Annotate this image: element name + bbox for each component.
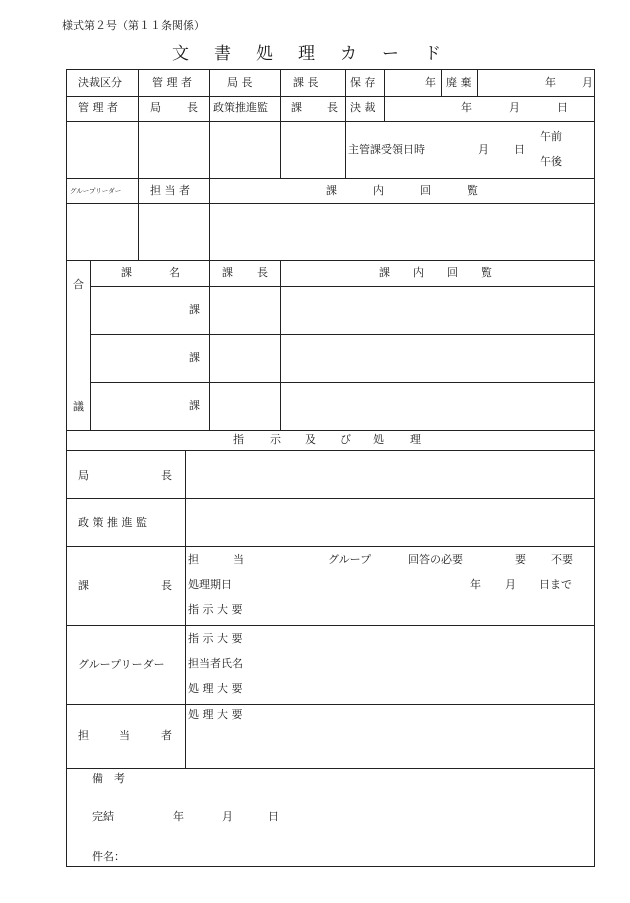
- aigi-ka-row-3: 課: [189, 399, 200, 412]
- kaito-yo-option[interactable]: 要: [515, 553, 526, 566]
- tanto-shori-taiyo-label: 処 理 大 要: [188, 708, 243, 721]
- aigi-kanai-char: 覧: [481, 266, 492, 279]
- aigi-char-gi: 議: [73, 400, 84, 413]
- gozen-option: 午前: [540, 130, 562, 143]
- biko-label: 備 考: [92, 772, 125, 785]
- kessai-label: 決 裁: [350, 101, 376, 114]
- aigi-kanai-char: 内: [413, 266, 424, 279]
- kessai-day-unit: 日: [557, 101, 568, 114]
- seisaku-suishinkan-label: 政策推進監: [213, 101, 268, 114]
- kacho-shiji-taiyo-label: 指 示 大 要: [188, 603, 243, 616]
- kanketsu-label: 完結: [92, 810, 114, 823]
- haiki-month-unit: 月: [582, 76, 593, 89]
- kacho-header: 課 長: [293, 76, 319, 89]
- aigi-ka-name-cell-1[interactable]: [91, 287, 181, 334]
- group-leader-label-small: グループリーダー: [70, 187, 122, 195]
- kanrisha-header: 管 理 者: [152, 76, 192, 89]
- gogo-option: 午後: [540, 155, 562, 168]
- shiji-header-char: 示: [270, 433, 281, 446]
- kyokucho-stamp-cell[interactable]: [139, 122, 209, 178]
- aigi-char-ai: 合: [73, 278, 84, 291]
- shori-kigen-label: 処理期日: [188, 578, 232, 591]
- section-seisaku-label: 政 策 推 進 監: [78, 516, 147, 529]
- kyoku-char: 局: [150, 101, 161, 114]
- title-char: 理: [298, 44, 315, 64]
- aigi-ka-name-cell-2[interactable]: [91, 335, 181, 382]
- kamei-char: 名: [169, 266, 180, 279]
- gl-shori-taiyo-label: 処 理 大 要: [188, 682, 243, 695]
- ka-char: 課: [291, 101, 302, 114]
- kanai-kairan-char: 回: [420, 184, 431, 197]
- gl-shiji-taiyo-label: 指 示 大 要: [188, 632, 243, 645]
- kanrisha-stamp-cell[interactable]: [67, 122, 138, 178]
- section-kyokucho-char: 局: [78, 469, 89, 482]
- section-kacho-char: 課: [78, 579, 89, 592]
- kigen-year-unit: 年: [470, 578, 481, 591]
- shiji-header-char: 処: [373, 433, 384, 446]
- receipt-datetime-label: 主管課受領日時: [348, 143, 425, 156]
- kigen-day-unit: 日まで: [539, 578, 572, 591]
- aigi-ka-row-1: 課: [189, 303, 200, 316]
- kessai-year-unit: 年: [461, 101, 472, 114]
- kyokucho-header: 局 長: [227, 76, 253, 89]
- kanai-kairan-cell[interactable]: [210, 204, 594, 260]
- shiji-header-char: 及: [305, 433, 316, 446]
- kessai-kubun-label: 決裁区分: [78, 76, 122, 89]
- title-char: 書: [214, 44, 231, 64]
- kacho-tanto-char: 担: [188, 553, 199, 566]
- seisaku-instruction-cell[interactable]: [186, 499, 594, 546]
- gl-tantosha-shimei-label: 担当者氏名: [188, 657, 243, 670]
- kanai-kairan-char: 課: [326, 184, 337, 197]
- kanrisha-label: 管 理 者: [78, 101, 118, 114]
- shiji-header-char: 指: [233, 433, 244, 446]
- kyokucho-instruction-cell[interactable]: [186, 451, 594, 498]
- title-char: カ: [340, 44, 357, 64]
- kanketsu-year-unit: 年: [173, 810, 184, 823]
- kamei-char: 課: [121, 266, 132, 279]
- tantosha-label: 担 当 者: [150, 184, 190, 197]
- kigen-month-unit: 月: [505, 578, 516, 591]
- haiki-label: 廃 棄: [446, 76, 472, 89]
- kessai-month-unit: 月: [509, 101, 520, 114]
- hozon-label: 保 存: [350, 76, 376, 89]
- section-group-leader-label: グループリーダー: [78, 658, 165, 671]
- haiki-year-unit: 年: [545, 76, 556, 89]
- title-char: 文: [172, 44, 189, 64]
- receipt-month-unit: 月: [478, 143, 489, 156]
- kanketsu-month-unit: 月: [222, 810, 233, 823]
- aigi-kacho-char: 長: [257, 266, 268, 279]
- aigi-ka-row-2: 課: [189, 351, 200, 364]
- receipt-day-unit: 日: [514, 143, 525, 156]
- kanai-kairan-char: 内: [373, 184, 384, 197]
- cho-char: 長: [187, 101, 198, 114]
- cho2-char: 長: [327, 101, 338, 114]
- kaito-hitsuyo-label: 回答の必要: [408, 553, 463, 566]
- section-tantosha-char: 者: [161, 729, 172, 742]
- kanketsu-day-unit: 日: [268, 810, 279, 823]
- hozon-year-unit: 年: [425, 76, 436, 89]
- title-char: ー: [382, 44, 399, 64]
- seisaku-stamp-cell[interactable]: [210, 122, 280, 178]
- title-char: 処: [256, 44, 273, 64]
- tantosha-stamp-cell[interactable]: [139, 204, 209, 260]
- kaito-fuyo-option[interactable]: 不要: [551, 553, 573, 566]
- kenmei-label: 件名：: [92, 850, 125, 863]
- aigi-kacho-char: 課: [222, 266, 233, 279]
- title-char: ド: [424, 44, 441, 64]
- form-number-label: 様式第２号（第１１条関係）: [62, 19, 205, 32]
- aigi-kanai-char: 回: [447, 266, 458, 279]
- kacho-group-label: グループ: [328, 553, 372, 566]
- section-tantosha-char: 当: [119, 729, 130, 742]
- kacho-stamp-cell[interactable]: [281, 122, 345, 178]
- section-kyokucho-char: 長: [161, 469, 172, 482]
- group-leader-stamp-cell[interactable]: [67, 204, 138, 260]
- kanai-kairan-char: 覧: [467, 184, 478, 197]
- section-tantosha-char: 担: [78, 729, 89, 742]
- aigi-kanai-char: 課: [379, 266, 390, 279]
- section-kacho-char: 長: [161, 579, 172, 592]
- aigi-ka-name-cell-3[interactable]: [91, 383, 181, 430]
- shiji-header-char: び: [340, 433, 351, 446]
- shiji-header-char: 理: [410, 433, 421, 446]
- kacho-tanto-char: 当: [233, 553, 244, 566]
